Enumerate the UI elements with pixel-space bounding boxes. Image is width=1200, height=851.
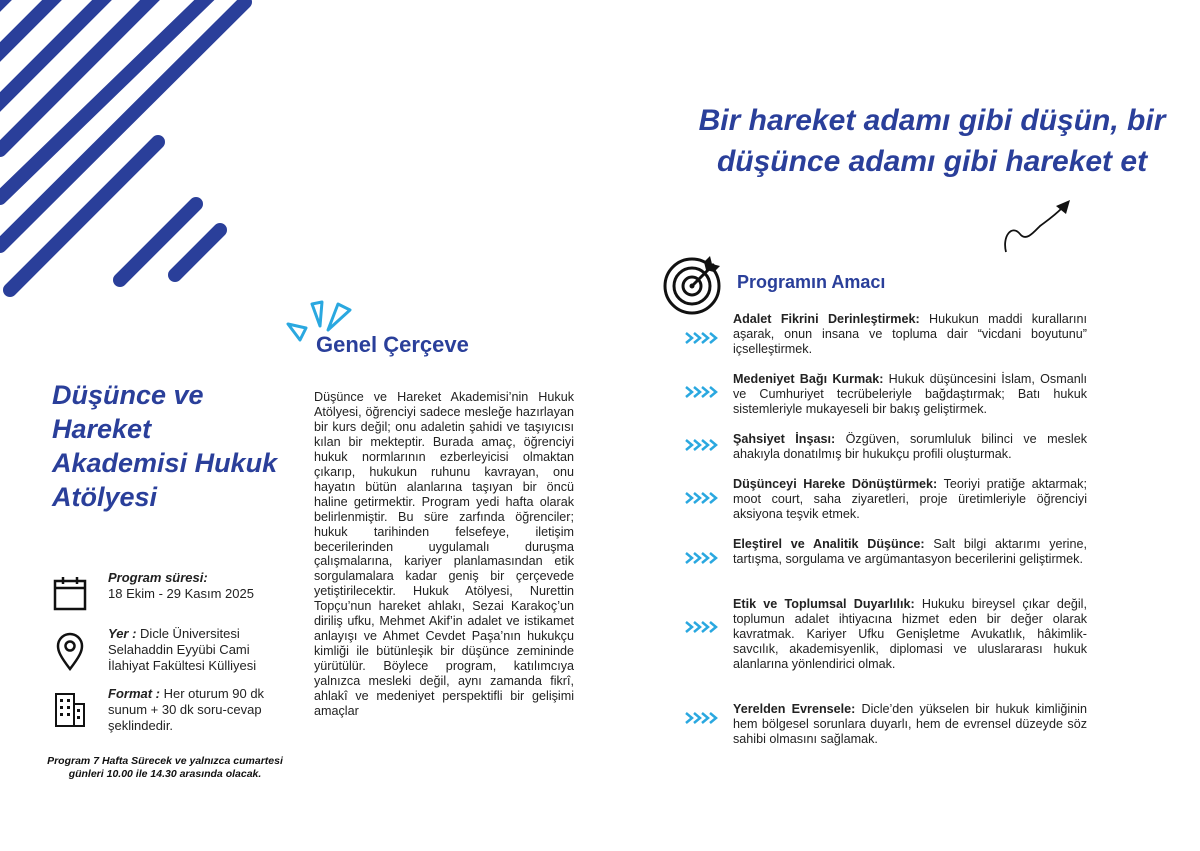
- schedule-note: Program 7 Hafta Sürecek ve yalnızca cumartesi günleri 10.00 ile 14.30 arasında olacak.: [47, 755, 283, 780]
- objective-title: Medeniyet Bağı Kurmak:: [733, 372, 884, 386]
- objective-title: Adalet Fikrini Derinleştirmek:: [733, 312, 920, 326]
- program-format: [108, 686, 288, 734]
- objective-item: [733, 537, 1087, 567]
- program-duration-value: 18 Ekim - 29 Kasım 2025: [108, 586, 254, 601]
- chevrons-icon: [684, 331, 724, 345]
- target-icon: [662, 252, 726, 316]
- page-title: Düşünce ve Hareket Akademisi Hukuk Atölyesi: [52, 380, 278, 512]
- general-framework-heading: Genel Çerçeve: [316, 332, 469, 357]
- objective-text: Hukuk düşüncesini İslam, Osmanlı ve Cumhuriyet tecrübeleriyle bağdaştırmak; Batı hukuk sistemleriyle mukayeseli bir bakış geliştirmek.: [733, 372, 1087, 416]
- objective-title: Eleştirel ve Analitik Düşünce:: [733, 537, 925, 551]
- program-purpose-heading: Programın Amacı: [737, 272, 886, 292]
- chevrons-icon: [684, 491, 724, 505]
- motto-quote: Bir hareket adamı gibi düşün, bir düşünce adamı gibi hareket et: [698, 104, 1166, 178]
- calendar-icon: [52, 573, 88, 613]
- program-duration: [108, 570, 288, 602]
- program-format-value: Her oturum 90 dk sunum + 30 dk soru-cevap şeklindedir.: [108, 686, 265, 733]
- objective-text: Salt bilgi aktarımı yerine, tartışma, sorgulama ve argümantasyon becerilerini geliştirmek.: [733, 537, 1087, 566]
- objective-title: Yerelden Evrensele:: [733, 702, 856, 716]
- program-format-label: Format :: [108, 686, 160, 701]
- program-location-value: Dicle Üniversitesi Selahaddin Eyyübi Cami İlahiyat Fakültesi Külliyesi: [108, 626, 257, 673]
- program-duration-label: Program süresi:: [108, 570, 208, 585]
- location-pin-icon: [52, 632, 88, 672]
- program-location-label: Yer :: [108, 626, 137, 641]
- curly-arrow-icon: [1000, 196, 1076, 258]
- chevrons-icon: [684, 620, 724, 634]
- decorative-stripes: [0, 0, 290, 330]
- objective-item: [733, 372, 1087, 417]
- objective-item: [733, 702, 1087, 747]
- objective-item: [733, 477, 1087, 522]
- building-icon: [52, 690, 88, 730]
- objective-text: Dicle’den yükselen bir hukuk kimliğinin hem bölgesel sorunlara duyarlı, hem de evrensel düzeyde söz sahibi olmasını sağlamak.: [733, 702, 1087, 746]
- chevrons-icon: [684, 385, 724, 399]
- objective-text: Hukuku bireysel çıkar değil, toplumun adalet ihtiyacına hizmet eden bir değer olarak kavratmak. Kariyer Ufku Genişletme Avukatlık, hâkimlik-savcılık, akademisyenlik, diplomasi ve uluslararası hukuk alanlarına yönlendirici olmak.: [733, 597, 1087, 671]
- objective-item: [733, 312, 1087, 357]
- objective-item: [733, 432, 1087, 462]
- objective-title: Etik ve Toplumsal Duyarlılık:: [733, 597, 915, 611]
- chevrons-icon: [684, 551, 724, 565]
- objective-title: Şahsiyet İnşası:: [733, 432, 836, 446]
- program-location: [108, 626, 288, 674]
- objective-text: Özgüven, sorumluluk bilinci ve meslek ahakıyla donatılmış bir hukukçu profili oluşturmak.: [733, 432, 1087, 461]
- chevrons-icon: [684, 438, 724, 452]
- objective-item: [733, 597, 1087, 672]
- objective-text: Teoriyi pratiğe aktarmak; moot court, saha ziyaretleri, proje üretimleriyle öğrenciyi aksiyona teşvik etmek.: [733, 477, 1087, 521]
- objective-title: Düşünceyi Hareke Dönüştürmek:: [733, 477, 938, 491]
- objective-text: Hukukun maddi kurallarını aşarak, onun insana ve topluma dair “vicdani boyutunu” içselleştirmek.: [733, 312, 1088, 356]
- chevrons-icon: [684, 711, 724, 725]
- general-framework-body: Düşünce ve Hareket Akademisi’nin Hukuk Atölyesi, öğrenciyi sadece mesleğe hazırlayan bir kurs değil; onu adaletin şahidi ve taşıyıcısı kılan bir mekteptir. Burada amaç, öğrenciyi hukuk normlarının ezberleyicisi olmaktan çıkarıp, hukukun ruhunu kavrayan, onu hayatın bütün alanlarına taşıyan bir öncü haline getirmektir. Program yedi hafta olarak belirlenmiştir. Bu süre zarfında öğrenciler; hukuk tarihinden felsefeye, iletişim becerilerinden uygulamalı duruşma çalışmalarına, kariyer planlamasından etik sorgulamalara kadar geniş bir çerçevede yetiştirilecektir. Hukuk Atölyesi, Nurettin Topçu’nun hareket ahlakı, Sezai Karakoç’un diriliş ufku, Mehmet Akif’in adalet ve istikamet anlayışı ve Ahmet Cevdet Paşa’nın hukukçu kimliği ile bütünleşik bir düşünce zemininde yürütülür. Böylece program, katılımcıya yalnızca mesleki değil, aynı zamanda fikrî, ahlakî ve medeniyet perspektifli bir gelişimi amaçlar: [314, 390, 574, 719]
